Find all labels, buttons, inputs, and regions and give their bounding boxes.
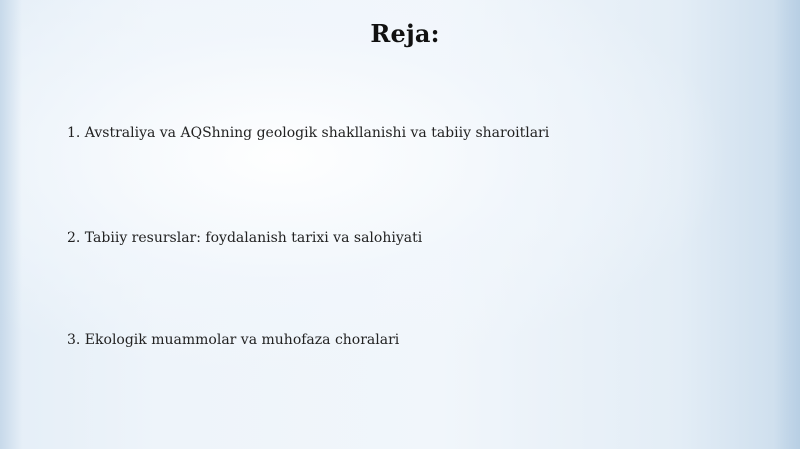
slide-title: Reja: [370,19,440,48]
plan-item-3: 3. Ekologik muammolar va muhofaza choralari [67,332,400,348]
slide-edge-left [0,0,22,449]
plan-item-2: 2. Tabiiy resurslar: foydalanish tarixi va salohiyati [67,230,423,246]
slide-edge-right [774,0,800,449]
plan-item-1: 1. Avstraliya va AQShning geologik shakllanishi va tabiiy sharoitlari [67,125,550,141]
